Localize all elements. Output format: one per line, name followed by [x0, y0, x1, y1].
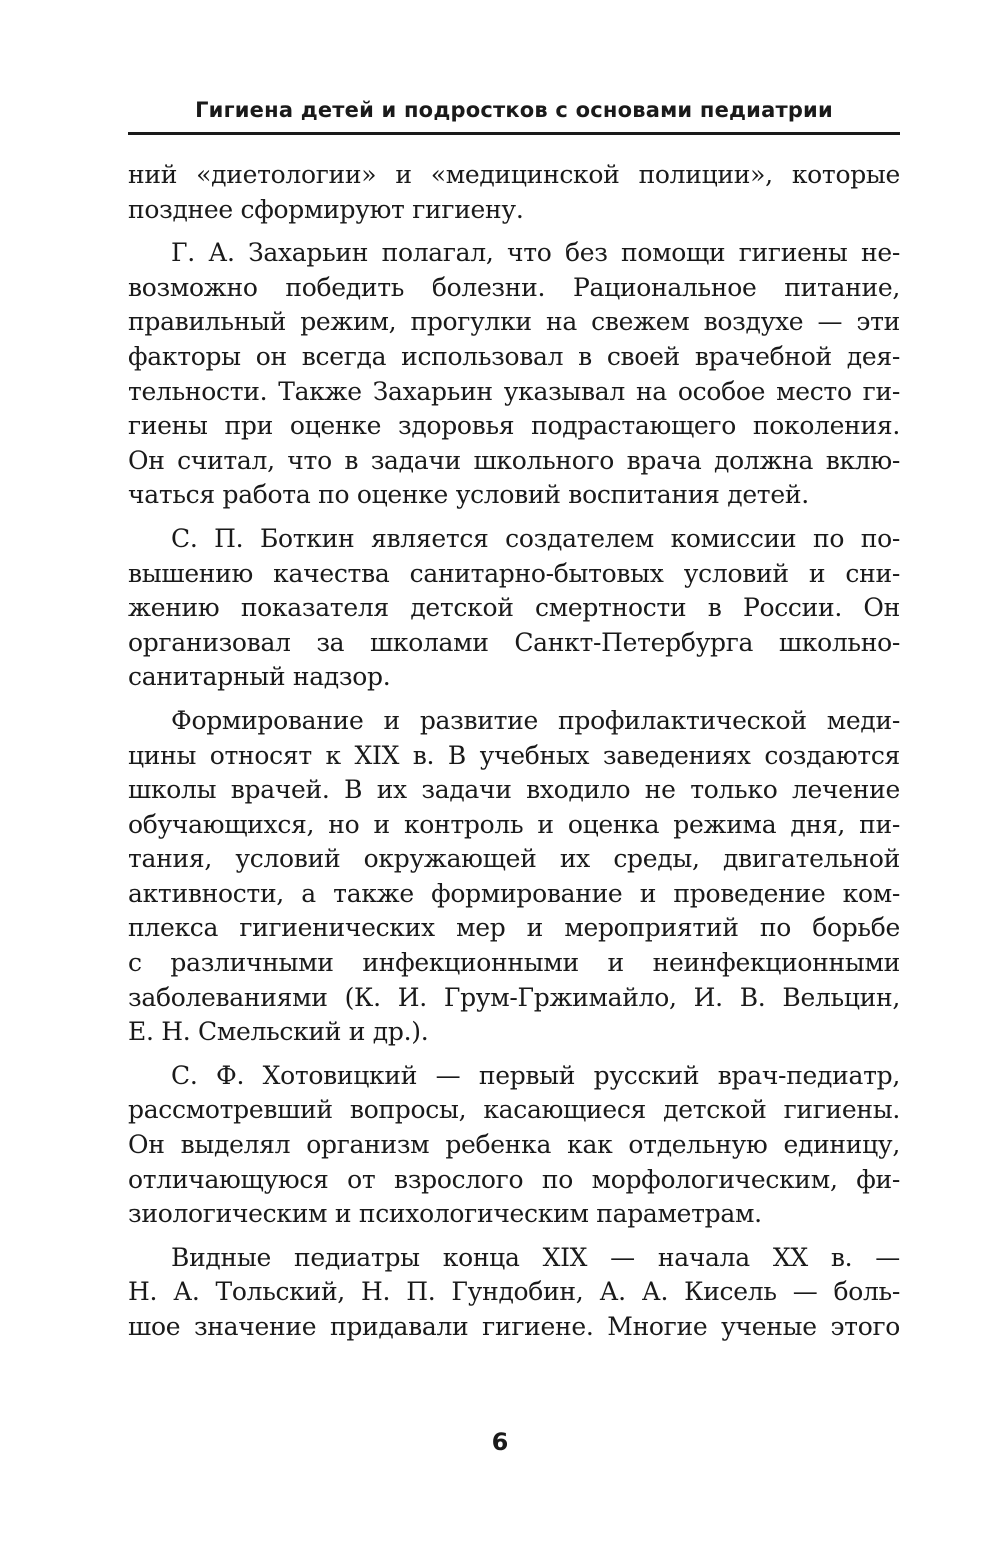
- text-line: плекса гигиенических мер и мероприятий по борьбе: [128, 913, 900, 943]
- running-header: Гигиена детей и подростков с основами педиатрии: [195, 98, 833, 122]
- text-line: тания, условий окружающей их среды, двигательной: [128, 844, 900, 874]
- paragraph: [128, 158, 900, 227]
- body-text: [128, 158, 900, 1345]
- text-line: факторы он всегда использовал в своей врачебной дея-: [128, 341, 900, 371]
- text-line: активности, а также формирование и проведение ком-: [128, 878, 900, 908]
- paragraph-gap: [128, 1232, 900, 1241]
- paragraph: [128, 522, 900, 695]
- paragraph-gap: [128, 513, 900, 522]
- page-number: 6: [491, 1428, 509, 1456]
- text-line: с различными инфекционными и неинфекционными: [128, 948, 900, 978]
- text-line: рассмотревший вопросы, касающиеся детской гигиены.: [128, 1095, 900, 1125]
- paragraph-gap: [128, 227, 900, 236]
- text-line: правильный режим, прогулки на свежем воздухе — эти: [128, 307, 900, 337]
- text-line: жению показателя детской смертности в России. Он: [128, 593, 900, 623]
- text-line: Он считал, что в задачи школьного врача должна вклю-: [128, 445, 900, 475]
- text-line: обучающихся, но и контроль и оценка режима дня, пи-: [128, 809, 900, 839]
- text-line: С. Ф. Хотовицкий — первый русский врач-педиатр,: [171, 1060, 900, 1090]
- paragraph-gap: [128, 695, 900, 704]
- text-line: санитарный надзор.: [128, 662, 391, 692]
- text-line: вышению качества санитарно-бытовых условий и сни-: [128, 558, 900, 588]
- paragraph: [128, 1241, 900, 1345]
- text-line: возможно победить болезни. Рациональное питание,: [128, 272, 900, 302]
- text-line: цины относят к XIX в. В учебных заведениях создаются: [128, 740, 900, 770]
- text-line: гиены при оценке здоровья подрастающего поколения.: [128, 411, 900, 441]
- text-line: шое значение придавали гигиене. Многие ученые этого: [128, 1312, 900, 1341]
- text-line: Видные педиатры конца XIX — начала XX в. —: [171, 1242, 900, 1272]
- text-line: отличающуюся от взрослого по морфологическим, фи-: [128, 1164, 900, 1194]
- text-line: чаться работа по оценке условий воспитания детей.: [128, 480, 809, 510]
- paragraph: [128, 704, 900, 1050]
- text-line: тельности. Также Захарьин указывал на особое место ги-: [128, 376, 900, 406]
- text-line: Он выделял организм ребенка как отдельную единицу,: [128, 1130, 900, 1160]
- text-line: Н. А. Тольский, Н. П. Гундобин, А. А. Кисель — боль-: [128, 1277, 900, 1307]
- text-line: заболеваниями (К. И. Грум-Гржимайло, И. В. Вельцин,: [128, 982, 900, 1012]
- text-line: организовал за школами Санкт-Петербурга школьно-: [128, 627, 900, 657]
- text-line: зиологическим и психологическим параметрам.: [128, 1199, 762, 1229]
- header-rule: [128, 132, 900, 135]
- paragraph: [128, 236, 900, 513]
- text-line: ний «диетологии» и «медицинской полиции», которые: [128, 160, 900, 189]
- paragraph-gap: [128, 1050, 900, 1059]
- text-line: позднее сформируют гигиену.: [128, 194, 524, 224]
- paragraph: [128, 1059, 900, 1232]
- text-line: Г. А. Захарьин полагал, что без помощи гигиены не-: [171, 238, 900, 268]
- text-line: С. П. Боткин является создателем комиссии по по-: [171, 523, 900, 553]
- text-line: Е. Н. Смельский и др.).: [128, 1017, 429, 1047]
- text-line: школы врачей. В их задачи входило не только лечение: [128, 775, 900, 805]
- text-line: Формирование и развитие профилактической меди-: [171, 705, 900, 735]
